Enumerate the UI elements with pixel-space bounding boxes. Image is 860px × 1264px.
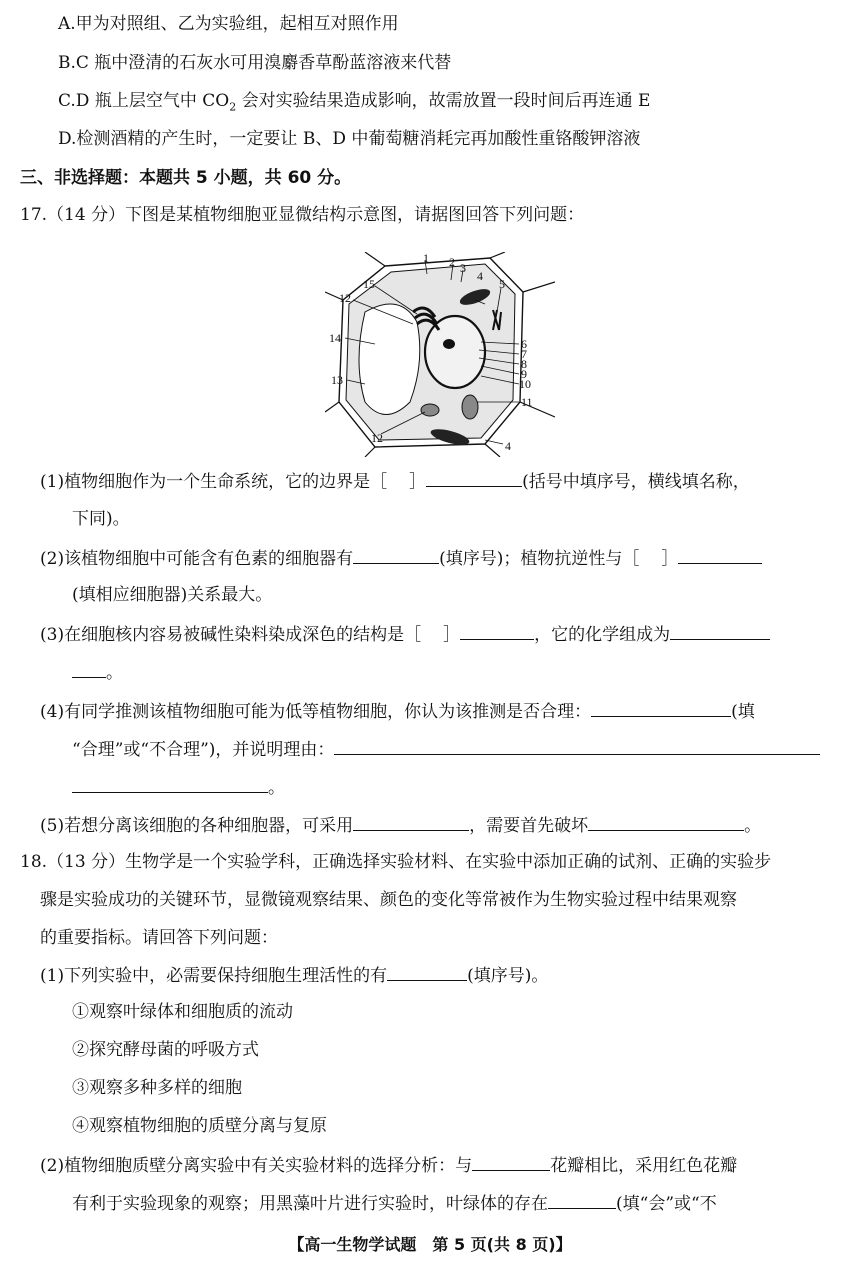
option-d: D.检测酒精的产生时，一定要让 B、D 中葡萄糖消耗完再加酸性重铬酸钾溶液 [58, 129, 641, 149]
q18-intro-line3: 的重要指标。请回答下列问题： [40, 928, 278, 948]
fig-label-6: 6 [521, 337, 527, 351]
q17-part2-line2: (填相应细胞器)关系最大。 [72, 585, 273, 605]
fig-label-10: 10 [519, 377, 531, 391]
answer-blank[interactable] [548, 1190, 616, 1209]
fig-label-12b: 12 [371, 431, 383, 445]
option-a: A.甲为对照组、乙为实验组，起相互对照作用 [58, 14, 399, 34]
fig-label-1: 1 [423, 252, 429, 265]
q18-intro-line2: 骤是实验成功的关键环节，显微镜观察结果、颜色的变化等常被作为生物实验过程中结果观察 [40, 890, 737, 910]
q17-part2-line1: (2)该植物细胞中可能含有色素的细胞器有 (填序号)；植物抗逆性与［ ］ [40, 545, 762, 571]
q18-item1: ①观察叶绿体和细胞质的流动 [72, 1002, 293, 1022]
q17-part1-line1: (1)植物细胞作为一个生命系统，它的边界是［ ］ (括号中填序号，横线填名称， [40, 468, 750, 494]
fig-label-5: 5 [499, 277, 505, 291]
answer-blank[interactable] [588, 812, 744, 831]
q18-item2: ②探究酵母菌的呼吸方式 [72, 1040, 259, 1060]
fig-label-4b: 4 [505, 439, 511, 453]
answer-blank[interactable] [670, 621, 770, 640]
fig-label-4a: 4 [477, 269, 483, 283]
q17-part1-line2: 下同)。 [72, 509, 130, 529]
answer-blank[interactable] [426, 468, 522, 487]
fig-label-3: 3 [460, 261, 466, 275]
q18-part2-line1: (2)植物细胞质壁分离实验中有关实验材料的选择分析：与 花瓣相比，采用红色花瓣 [40, 1152, 737, 1178]
fig-label-2: 2 [449, 255, 455, 269]
fig-label-13: 13 [331, 373, 343, 387]
q17-part4-line1: (4)有同学推测该植物细胞可能为低等植物细胞，你认为该推测是否合理： (填 [40, 698, 755, 724]
page-footer: 【高一生物学试题 第 5 页(共 8 页)】 [288, 1235, 572, 1254]
q17-part3-line2: 。 [72, 659, 123, 685]
q17-part3-line1: (3)在细胞核内容易被碱性染料染成深色的结构是［ ］ ，它的化学组成为 [40, 621, 770, 647]
q17-intro: 17.（14 分）下图是某植物细胞亚显微结构示意图，请据图回答下列问题： [20, 205, 585, 225]
answer-blank[interactable] [678, 545, 762, 564]
answer-blank[interactable] [387, 962, 467, 981]
answer-blank[interactable] [334, 736, 820, 755]
fig-label-14: 14 [329, 331, 341, 345]
fig-label-11: 11 [521, 395, 533, 409]
q18-part2-line2: 有利于实验现象的观察；用黑藻叶片进行实验时，叶绿体的存在 (填“会”或“不 [72, 1190, 717, 1216]
fig-label-8: 8 [521, 357, 527, 371]
q17-part4-line2: “合理”或“不合理”)，并说明理由： [72, 736, 820, 762]
q18-part1: (1)下列实验中，必需要保持细胞生理活性的有 (填序号)。 [40, 962, 548, 988]
fig-label-9: 9 [521, 367, 527, 381]
answer-blank[interactable] [72, 659, 106, 678]
option-c: C.D 瓶上层空气中 $CO_2$ 会对实验结果造成影响，故需放置一段时间后再连通 E [58, 91, 651, 114]
answer-blank[interactable] [353, 812, 469, 831]
q18-item4: ④观察植物细胞的质壁分离与复原 [72, 1116, 327, 1136]
answer-blank[interactable] [353, 545, 439, 564]
section-heading: 三、非选择题：本题共 5 小题，共 60 分。 [20, 168, 352, 188]
answer-blank[interactable] [460, 621, 534, 640]
fig-label-12a: 12 [339, 291, 351, 305]
answer-blank[interactable] [72, 774, 268, 793]
plant-cell-diagram [325, 252, 555, 457]
option-b: B.C 瓶中澄清的石灰水可用溴麝香草酚蓝溶液来代替 [58, 53, 452, 73]
fig-label-15: 15 [363, 277, 375, 291]
fig-label-7: 7 [521, 347, 527, 361]
q18-item3: ③观察多种多样的细胞 [72, 1078, 242, 1098]
q17-part4-line3: 。 [72, 774, 285, 800]
answer-blank[interactable] [591, 698, 731, 717]
q18-intro-line1: 18.（13 分）生物学是一个实验学科，正确选择实验材料、在实验中添加正确的试剂、正确的实验步 [20, 852, 772, 872]
answer-blank[interactable] [472, 1152, 550, 1171]
q17-part5: (5)若想分离该细胞的各种细胞器，可采用 ，需要首先破坏 。 [40, 812, 761, 838]
